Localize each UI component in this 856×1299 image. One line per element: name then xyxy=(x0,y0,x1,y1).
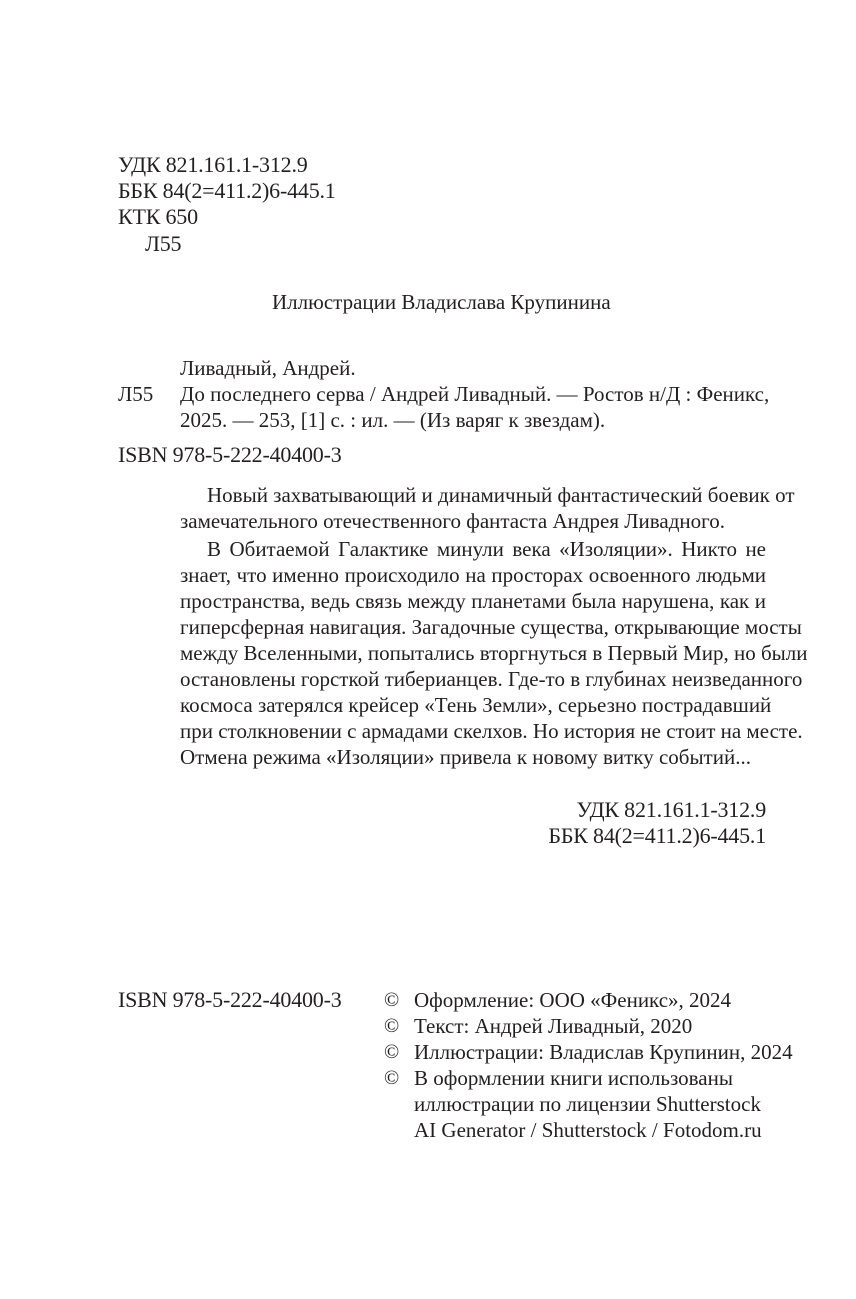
copyright-icon: © xyxy=(384,989,400,1011)
bibliography-author-mark: Л55 xyxy=(118,382,154,406)
copyright-icon: © xyxy=(384,1015,400,1037)
udk-code-right: УДК 821.161.1-312.9 xyxy=(576,797,766,822)
annotation-line: пространства, ведь связь между планетами была нарушена, как и xyxy=(180,589,766,613)
bibliography-description: До последнего серва / Андрей Ливадный. — Ростов н/Д : Феникс, xyxy=(180,382,770,406)
annotation-line: гиперсферная навигация. Загадочные существа, открывающие мосты xyxy=(180,615,802,639)
author-mark: Л55 xyxy=(145,231,182,256)
annotation-line: при столкновении с армадами скелхов. Но история не стоит на месте. xyxy=(180,719,803,743)
annotation-line: Отмена режима «Изоляции» привела к новому витку событий... xyxy=(180,745,751,769)
copyright-illustrations: Иллюстрации: Владислав Крупинин, 2024 xyxy=(414,1040,793,1064)
copyright-license: В оформлении книги использованы xyxy=(414,1066,733,1090)
copyright-license: AI Generator / Shutterstock / Fotodom.ru xyxy=(414,1118,762,1142)
illustrator-credit: Иллюстрации Владислава Крупинина xyxy=(272,290,611,314)
copyright-icon: © xyxy=(384,1041,400,1063)
bbk-code-right: ББК 84(2=411.2)6-445.1 xyxy=(548,823,766,848)
annotation-line: замечательного отечественного фантаста Андрея Ливадного. xyxy=(180,509,725,533)
author-heading: Ливадный, Андрей. xyxy=(180,356,356,380)
annotation-line: Новый захватывающий и динамичный фантастический боевик от xyxy=(207,483,795,507)
copyright-design: Оформление: ООО «Феникс», 2024 xyxy=(414,988,732,1012)
annotation-line: В Обитаемой Галактике минули века «Изоляции». Никто не xyxy=(207,537,766,561)
annotation-line: между Вселенными, попытались вторгнуться в Первый Мир, но были xyxy=(180,641,808,665)
annotation-line: остановлены горсткой тиберианцев. Где-то в глубинах неизведанного xyxy=(180,667,803,691)
bibliography-description: 2025. — 253, [1] с. : ил. — (Из варяг к звездам). xyxy=(180,408,606,432)
footer-isbn: ISBN 978-5-222-40400-3 xyxy=(118,987,342,1012)
bbk-code: ББК 84(2=411.2)6-445.1 xyxy=(118,178,336,203)
annotation-line: космоса затерялся крейсер «Тень Земли», серьезно пострадавший xyxy=(180,693,772,717)
udk-code: УДК 821.161.1-312.9 xyxy=(118,152,308,177)
isbn: ISBN 978-5-222-40400-3 xyxy=(118,442,342,467)
annotation-line: знает, что именно происходило на просторах освоенного людьми xyxy=(180,563,766,587)
ktk-code: КТК 650 xyxy=(118,204,198,229)
copyright-license: иллюстрации по лицензии Shutterstock xyxy=(414,1092,761,1116)
copyright-icon: © xyxy=(384,1067,400,1089)
copyright-text: Текст: Андрей Ливадный, 2020 xyxy=(414,1014,693,1038)
